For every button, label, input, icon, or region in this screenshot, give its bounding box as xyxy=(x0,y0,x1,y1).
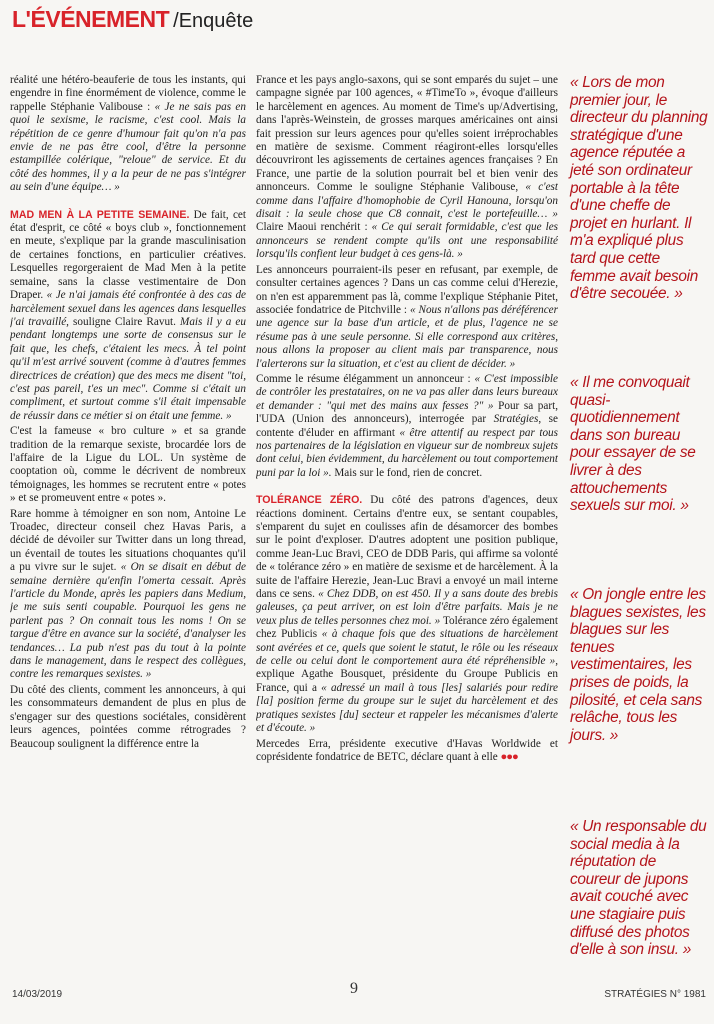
pull-quote-2: « Il me convoquait quasi-quotidiennement dans son bureau pour essayer de se livrer à des attouchements sexuels sur moi. » xyxy=(570,374,696,515)
quote-text: « adressé un mail à tous [les] salariés pour redire [la] position ferme du groupe sur le sujet du harcèlement et des pratiques sexistes [du] secteur et rappeler les mécanismes d'alerte et d'écoute. » xyxy=(256,681,558,735)
quote-text: « Nous n'allons pas déréférencer une agence sur la base d'un article, et de plus, l'agence ne se résume pas à une seule personne. Si elle correspond aux critères, nous allons la proposer au client mais par transparence, nous l'alerterons sur la situation, et c'est au client de décider. » xyxy=(256,303,558,370)
body-text: De fait, cet état d'esprit, ce côté « boys club », fonctionnement en meute, s'explique par la grande masculinisation de certaines fonctions, en particulier créatives. Lesquelles regorgeraient de Mad Men à la petite semaine, sans la classe vestimentaire de Don Draper. xyxy=(10,208,246,302)
quote-text: « Ce qui serait formidable, c'est que les annonceurs se rendent compte qu'ils ont une responsabilité lorsqu'ils confient leur budget à ces gens-là. » xyxy=(256,221,558,261)
body-text: , explique Agathe Bousquet, présidente du Groupe Publicis en France, qui a xyxy=(256,655,558,694)
body-text: France et les pays anglo-saxons, qui se sont emparés du sujet – une campagne signée par 100 agences, « #TimeTo », évoque d'ailleurs le harcèlement en agences. Au moment de Time's up/Advertising, dans l'après-Weinstein, de grosses marques américaines ont ainsi fait pression sur leurs agences pour qu'elles soient irréprochables en matière de sexisme. Comment réagiront-elles lorsqu'elles découvriront les agissements de certaines agences françaises ? En France, une partie de la solution pourrait bel et bien venir des annonceurs. Comme le souligne Stéphanie Valibouse, xyxy=(256,74,558,194)
body-text: Du côté des patrons d'agences, deux réactions dominent. Certains d'entre eux, se sentant coupables, s'emparent du sujet en coulisses afin de désamorcer des bombes sur le point d'exploser. D'autres adoptent une position publique, comme Jean-Luc Bravi, CEO de DDB Paris, qui affirme sa volonté de « tolérance zéro » en matière de sexisme et de harcèlement. À la suite de l'affaire Herezie, Jean-Luc Bravi a envoyé un mail interne dans ce sens. xyxy=(256,494,558,601)
paragraph xyxy=(256,264,558,371)
quote-text: « C'est impossible de contrôler les prestataires, on ne va pas aller dans leurs bureaux et demander : "qui met des mains aux fesses ?" » xyxy=(256,372,558,412)
quote-text: « c'est comme dans l'affaire d'homophobie de Cyril Hanouna, lorsqu'on disait : la seule chose que C8 connait, c'est le portefeuille… » xyxy=(256,181,558,221)
quote-text: « à chaque fois que des situations de harcèlement sont avérées et ce, quels que soient le statut, le rôle ou les réseaux de celle ou celui dont le comportement aura été répréhensible » xyxy=(256,628,558,668)
quote-text: Mais il y a eu pendant longtemps une sorte de consensus sur le fait que, les chefs, c'étaient les mecs. À tel point qu'il m'est arrivé souvent (comme à d'autres femmes directrices de création) que des mecs me disent "toi, c'est pas pareil, t'es un mec". Comme si c'était un compliment, et surtout comme s'il était impensable de réussir dans ce métier si on était une femme. » xyxy=(10,315,246,422)
page-header xyxy=(12,6,253,36)
body-text: Mercedes Erra, présidente executive d'Havas Worldwide et coprésidente fondatrice de BETC, déclare quant à elle xyxy=(256,737,558,763)
body-text: souligne Claire Ravut. xyxy=(68,315,181,328)
issue-date: 14/03/2019 xyxy=(12,989,63,1000)
body-text: Claire Maoui renchérit : xyxy=(256,221,372,234)
quote-text: « Je ne sais pas en quoi le sexisme, le racisme, c'est cool. Mais la répétition de ce genre d'humour fait qu'on n'a pas envie de ne pas être cool, d'être la personne estampillée colérique, "reloue" de service. Et du côté des hommes, il y a la peur de ne pas s'intégrer au sein d'une équipe… » xyxy=(10,100,246,194)
paragraph xyxy=(10,684,246,751)
kicker-tolerance-zero: TOLÉRANCE ZÉRO. xyxy=(256,494,363,507)
body-text: Tolérance zéro également chez Publicis xyxy=(256,614,558,641)
quote-text: « On se disait en début de semaine dernière qu'enfin l'omerta cessait. Après l'article du Monde, après les papiers dans Medium, je me suis senti coupable. Pourquoi les gens ne parlent pas ? On connait tous les noms ! On se targue d'être en avance sur la société, d'analyser les tendances… La pub n'est pas du tout à la pointe dans le management, dans le respect des collègues, contre les remarques sexistes. » xyxy=(10,561,246,681)
paragraph xyxy=(256,738,558,765)
subsection-title: Enquête xyxy=(178,10,254,32)
paragraph xyxy=(10,508,246,682)
pull-quote-4: « Un responsable du social media à la réputation de coureur de jupons avait couché avec une stagiaire puis diffusé des photos d'elle à son insu. » xyxy=(570,818,707,959)
page-number: 9 xyxy=(350,980,358,997)
article-column-1 xyxy=(10,74,246,954)
pull-quote-1: « Lors de mon premier jour, le directeur du planning stratégique d'une agence réputée a jeté son ordinateur portable à la tête d'une cheffe de projet en hurlant. Il m'a expliqué plus tard que cette femme avait besoin d'être secouée. » xyxy=(570,74,708,303)
quote-text: « Chez DDB, on est 450. Il y a sans doute des brebis galeuses, ça peut arriver, on est loin d'être parfaits. Mais je ne veux plus de telles personnes chez moi. » xyxy=(256,588,558,627)
body-text: Comme le résume élégamment un annonceur : xyxy=(256,372,475,385)
paragraph xyxy=(10,74,246,195)
paragraph xyxy=(256,494,558,735)
kicker-mad-men: MAD MEN À LA PETITE SEMAINE. xyxy=(10,208,190,221)
paragraph xyxy=(256,74,558,262)
section-title: L'ÉVÉNEMENT xyxy=(12,6,170,32)
body-text: Pour sa part, l'UDA (Union des annonceurs), interrogée par xyxy=(256,399,558,426)
body-text: , se contente d'éluder en affirmant xyxy=(256,413,558,439)
body-text: C'est la fameuse « bro culture » et sa grande tradition de la remarque sexiste, brocardée lors de l'affaire de la Ligue du LOL. Un système de cooptation où, comme le décrivent de nombreux témoignages, les hommes se recrutent entre « potes » et se promeuvent entre « potes ». xyxy=(10,425,246,505)
publication-name: Stratégies xyxy=(493,413,539,426)
body-text: Les annonceurs pourraient-ils peser en refusant, par exemple, de consulter certaines agences ? Dans un cas comme celui d'Herezie, on n'en est apparemment pas là, comme l'explique Stéphanie Pitet, associée fondatrice de Pitchville : xyxy=(256,263,558,316)
paragraph xyxy=(256,373,558,480)
magazine-issue: STRATÉGIES N° 1981 xyxy=(604,989,706,1000)
article-column-2 xyxy=(256,74,558,954)
body-text: Du côté des clients, comment les annonceurs, à qui les consommateurs demandent de plus en plus de s'engager sur des questions sociétales, considèrent leurs agences, pointées comme rétrogrades ? Beaucoup soulignent la différence entre la xyxy=(10,683,246,750)
body-text: Rare homme à témoigner en son nom, Antoine Le Troadec, directeur conseil chez Havas Paris, a décidé de dévoiler sur Twitter dans un long thread, un éventail de toutes les situations choquantes qu'il a pu vivre sur le sujet. xyxy=(10,507,246,574)
quote-text: « être attentif au respect par tous nos partenaires de la législation en vigueur sur de nombreux sujets dont celui, bien évidemment, du harcèlement ou tout comportement puni par la loi ». xyxy=(256,426,558,479)
paragraph xyxy=(10,425,246,505)
page-footer xyxy=(0,978,714,1008)
continued-marker: ●●● xyxy=(500,750,518,763)
pull-quotes-column xyxy=(570,74,708,959)
paragraph xyxy=(10,209,246,424)
body-text: réalité une hétéro-beauferie de tous les instants, qui engendre in fine énormément de violence, comme le rappelle Stéphanie Valibouse : xyxy=(10,74,246,113)
quote-text: « Je n'ai jamais été confrontée à des cas de harcèlement sexuel dans les agences dans lesquelles j'ai travaillé, xyxy=(10,289,246,328)
pull-quote-3: « On jongle entre les blagues sexistes, les blagues sur les tenues vestimentaires, les prises de poids, la pilosité, et cela sans relâche, tous les jours. » xyxy=(570,586,706,744)
body-text: Mais sur le fond, rien de concret. xyxy=(331,466,483,479)
header-separator: / xyxy=(173,10,179,32)
